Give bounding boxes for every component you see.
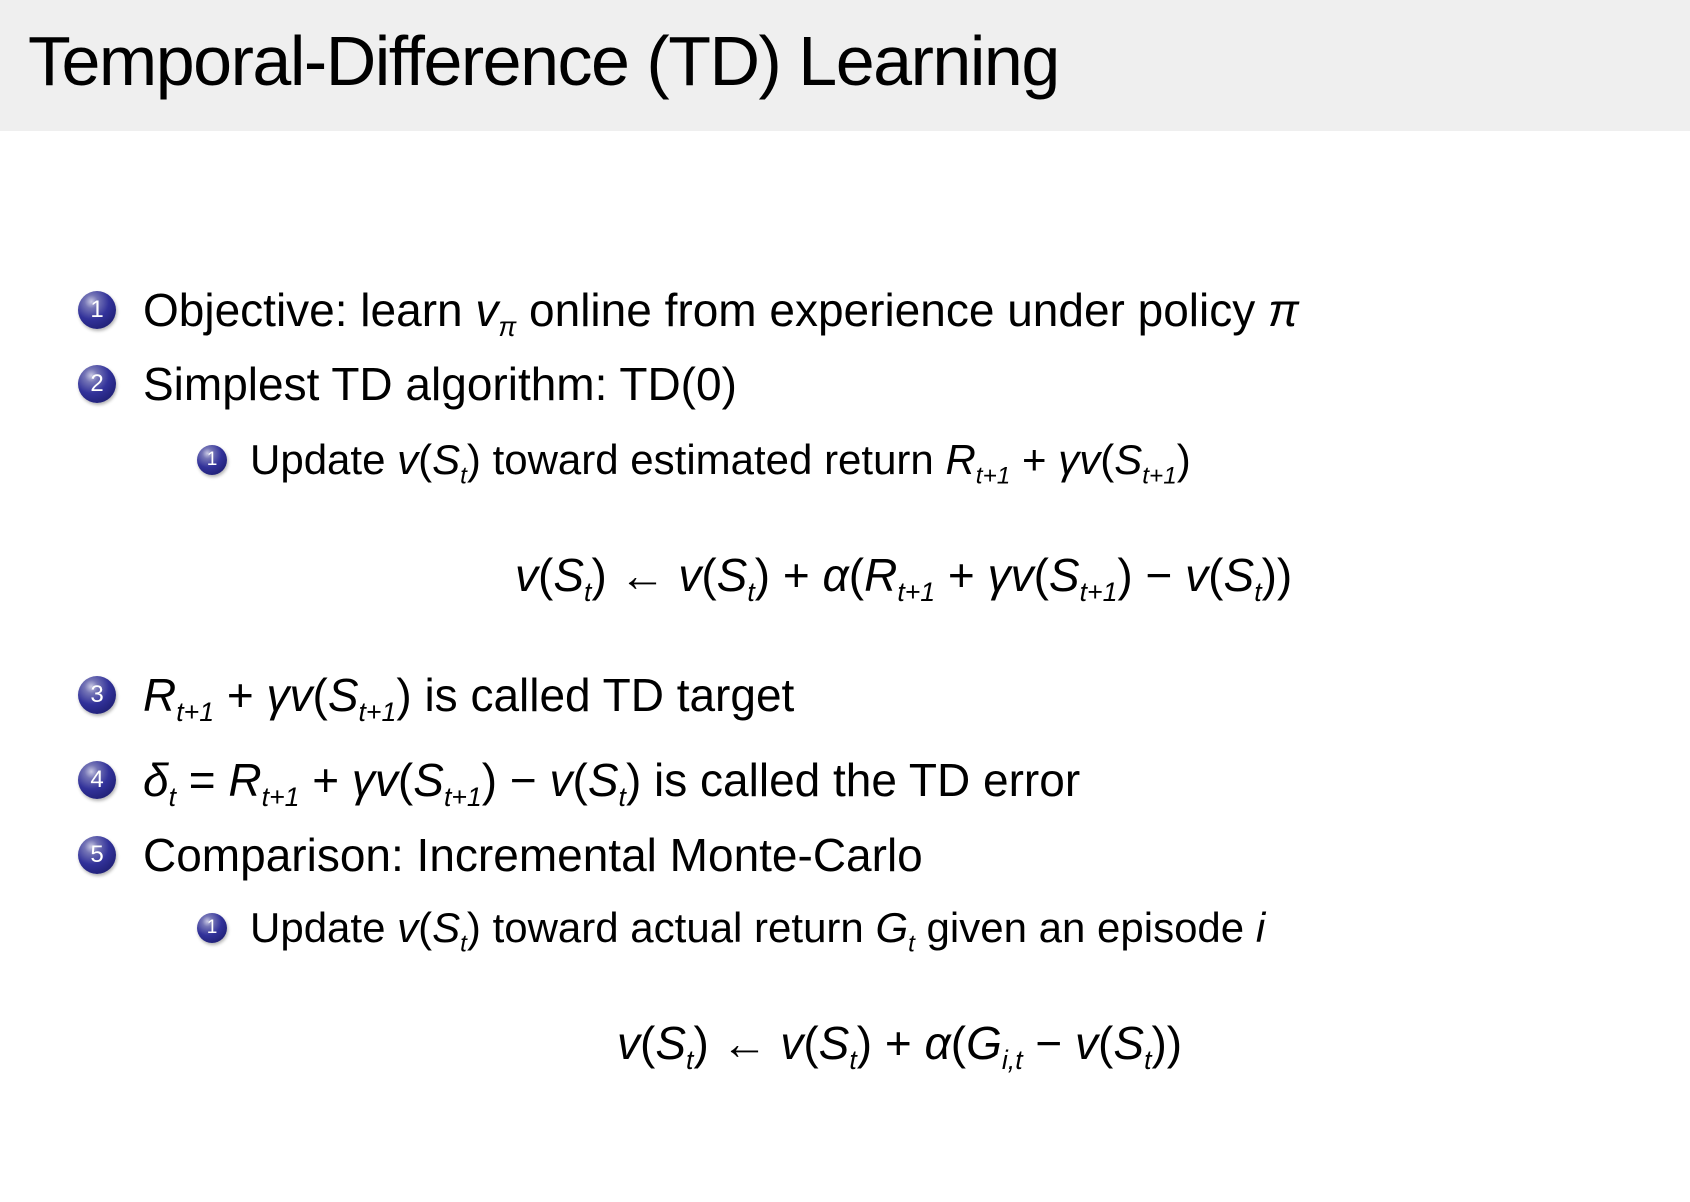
list-item-1 xyxy=(78,284,1299,343)
list-item-3 xyxy=(78,669,795,728)
slide-title: Temporal-Difference (TD) Learning xyxy=(28,22,1059,100)
list-item-2 xyxy=(78,358,737,411)
monte-carlo-update-equation: $v(S_t)$ ← $v(S_t) + \alpha(G_{i,t} - v(S_t))$ xyxy=(617,1017,1183,1076)
enumerate-ball-icon-4: 4 xyxy=(78,761,116,799)
list-item-3-text: $R_{t+1} + \gamma v(S_{t+1})$ is called TD target xyxy=(143,669,795,728)
slide-title-bar xyxy=(0,0,1690,131)
sub-list-item-1-text: Update $v(S_t)$ toward estimated return $R_{t+1} + \gamma v(S_{t+1})$ xyxy=(250,436,1191,490)
list-item-5-text: Comparison: Incremental Monte-Carlo xyxy=(143,829,923,881)
enumerate-ball-icon-2: 2 xyxy=(78,365,116,403)
td-update-equation: $v(S_t)$ ← $v(S_t) + \alpha(R_{t+1} + \gamma v(S_{t+1}) - v(S_t))$ xyxy=(515,549,1293,608)
list-item-4-text: $\delta_t = R_{t+1} + \gamma v(S_{t+1}) - v(S_t)$ is called the TD error xyxy=(143,754,1081,813)
sub-list-item-2-text: Update $v(S_t)$ toward actual return $G_t$ given an episode i xyxy=(250,904,1266,958)
list-item-2-text: Simplest TD algorithm: TD(0) xyxy=(143,358,737,410)
list-item-5 xyxy=(78,829,923,882)
enumerate-ball-icon-5: 5 xyxy=(78,836,116,874)
enumerate-ball-icon-3: 3 xyxy=(78,676,116,714)
list-item-1-text: Objective: learn $v_\pi$ online from experience under policy π xyxy=(143,284,1299,343)
sub-list-item-1 xyxy=(197,436,1191,490)
enumerate-ball-icon-1: 1 xyxy=(78,291,116,329)
list-item-4 xyxy=(78,754,1081,813)
enumerate-ball-icon-sub-1: 1 xyxy=(197,445,227,475)
sub-list-item-2 xyxy=(197,904,1266,958)
enumerate-ball-icon-sub-2: 1 xyxy=(197,913,227,943)
